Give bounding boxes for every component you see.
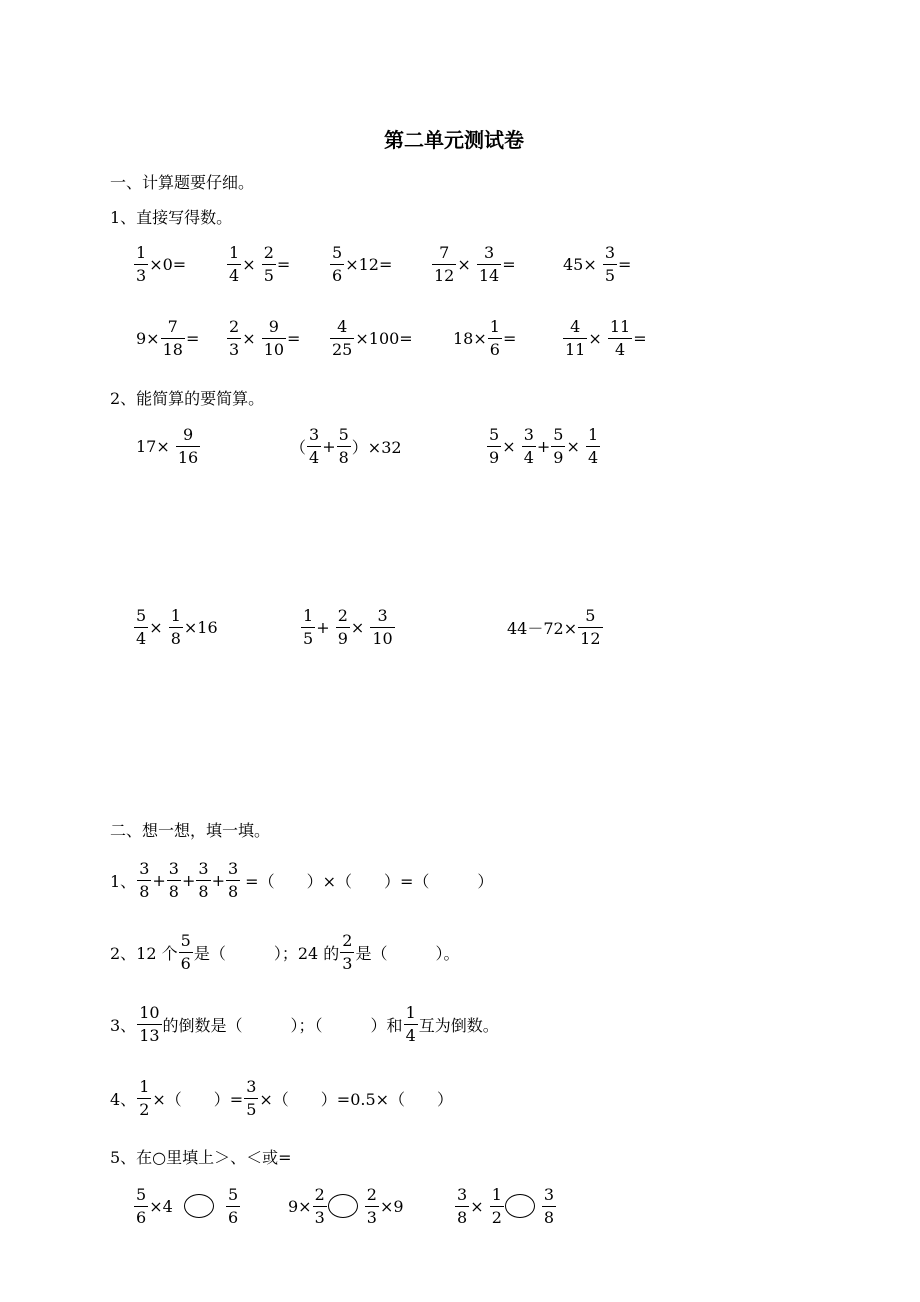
denominator: 4 <box>614 339 626 359</box>
simplify-expr-5 <box>300 607 396 647</box>
numerator: 5 <box>337 426 351 447</box>
denominator: 2 <box>139 1099 150 1119</box>
numerator: 2 <box>365 1186 379 1207</box>
q2-label: 2、能简算的要简算。 <box>110 389 265 408</box>
numerator: 5 <box>134 1186 148 1207</box>
numerator: 1 <box>490 1186 504 1207</box>
fraction <box>563 318 587 358</box>
expression-text: + <box>536 436 551 456</box>
fraction <box>137 1078 151 1118</box>
denominator: 8 <box>198 881 209 901</box>
fraction <box>488 318 502 358</box>
fraction <box>522 426 536 466</box>
denominator: 4 <box>309 447 320 467</box>
numerator: 4 <box>563 318 587 339</box>
denominator: 6 <box>332 265 343 285</box>
numerator: 2 <box>227 318 241 339</box>
fraction <box>365 1186 379 1226</box>
numerator: 2 <box>340 932 354 953</box>
expression-text: 3、 <box>110 1015 137 1035</box>
fraction <box>603 244 617 284</box>
simplify-expr-3 <box>486 426 601 466</box>
numerator: 4 <box>330 318 354 339</box>
denominator: 9 <box>553 447 564 467</box>
expression-text: = <box>276 254 291 274</box>
fill-question-1 <box>110 860 493 900</box>
numerator: 3 <box>137 860 151 881</box>
expression-text: 是（ ）；24 的 <box>193 943 340 963</box>
fraction <box>608 318 632 358</box>
denominator: 6 <box>180 953 191 973</box>
denominator: 4 <box>523 447 534 467</box>
fraction <box>542 1186 556 1226</box>
denominator: 6 <box>489 339 500 359</box>
numerator: 3 <box>603 244 617 265</box>
denominator: 18 <box>162 339 183 359</box>
denominator: 25 <box>332 339 353 359</box>
numerator: 9 <box>262 318 286 339</box>
calc-item-8 <box>329 318 413 358</box>
fraction <box>490 1186 504 1226</box>
fraction <box>262 318 286 358</box>
expression-text: × <box>149 617 163 637</box>
fraction <box>307 426 321 466</box>
fraction <box>227 244 241 284</box>
denominator: 8 <box>168 881 179 901</box>
fraction <box>586 426 600 466</box>
fraction <box>134 1186 148 1226</box>
denominator: 4 <box>405 1025 416 1045</box>
fraction <box>487 426 501 466</box>
expression-text: × <box>350 617 365 637</box>
denominator: 12 <box>434 265 455 285</box>
numerator: 3 <box>196 860 210 881</box>
fraction <box>161 318 185 358</box>
numerator: 3 <box>542 1186 556 1207</box>
numerator: 1 <box>134 244 148 265</box>
denominator: 3 <box>136 265 147 285</box>
fraction <box>432 244 456 284</box>
numerator: 5 <box>551 426 565 447</box>
fraction <box>262 244 276 284</box>
fraction <box>134 607 148 647</box>
expression-text: 的倒数是（ ）；（ ）和 <box>162 1015 403 1035</box>
expression-text: + <box>316 617 330 637</box>
numerator: 1 <box>488 318 502 339</box>
expression-text: ）×32 <box>351 437 402 457</box>
fraction <box>137 860 151 900</box>
numerator: 3 <box>307 426 321 447</box>
expression-text: 4、 <box>110 1089 137 1109</box>
expression-text: 44－72× <box>507 618 578 638</box>
expression-text: 9× <box>288 1196 312 1216</box>
expression-text: = <box>502 254 516 274</box>
expression-text: 17× <box>136 436 170 456</box>
numerator: 1 <box>301 607 315 628</box>
compare-circle[interactable] <box>505 1194 535 1218</box>
expression-text: = <box>502 328 517 348</box>
numerator: 3 <box>477 244 501 265</box>
numerator: 2 <box>262 244 276 265</box>
expression-text: 是（ ）。 <box>355 943 460 963</box>
calc-item-2 <box>226 244 290 284</box>
expression-text: × <box>502 436 516 456</box>
expression-text: = <box>185 328 200 348</box>
fraction <box>340 932 354 972</box>
calc-item-10 <box>562 318 647 358</box>
expression-text: 互为倒数。 <box>418 1015 499 1035</box>
denominator: 2 <box>491 1207 502 1227</box>
compare-circle[interactable] <box>184 1194 214 1218</box>
calc-item-7 <box>226 318 300 358</box>
expression-text: ×0= <box>149 254 187 274</box>
simplify-expr-4 <box>133 607 218 647</box>
denominator: 5 <box>303 628 314 648</box>
fraction <box>578 607 602 647</box>
denominator: 10 <box>263 339 285 359</box>
numerator: 5 <box>179 932 193 953</box>
expression-text: + <box>322 436 336 456</box>
denominator: 8 <box>139 881 150 901</box>
fraction <box>370 607 394 647</box>
numerator: 3 <box>522 426 536 447</box>
numerator: 1 <box>227 244 241 265</box>
denominator: 4 <box>587 447 599 467</box>
expression-text: ×（ ）= <box>152 1089 244 1109</box>
denominator: 14 <box>478 265 500 285</box>
expression-text: 45× <box>563 254 597 274</box>
expression-text: 18× <box>453 328 487 348</box>
fraction <box>330 244 344 284</box>
expression-text: + <box>211 870 225 890</box>
denominator: 8 <box>227 881 239 901</box>
expression-text: （ <box>290 437 307 457</box>
fraction <box>301 607 315 647</box>
fill-question-3 <box>110 1004 499 1044</box>
numerator: 11 <box>608 318 632 339</box>
expression-text: ×12= <box>345 254 393 274</box>
expression-text: × <box>242 254 256 274</box>
denominator: 9 <box>489 447 500 467</box>
expression-text: 1、 <box>110 871 137 891</box>
compare-item-3 <box>454 1186 557 1226</box>
numerator: 3 <box>244 1078 258 1099</box>
expression-text: × <box>242 328 256 348</box>
fraction <box>477 244 501 284</box>
compare-item-2 <box>288 1186 404 1226</box>
simplify-expr-2 <box>290 426 402 466</box>
numerator: 3 <box>226 860 240 881</box>
calc-item-4 <box>431 244 516 284</box>
denominator: 9 <box>337 628 348 648</box>
denominator: 4 <box>136 628 147 648</box>
expression-text: × <box>588 328 602 348</box>
compare-circle[interactable] <box>328 1194 358 1218</box>
q5-label: 5、在○里填上＞、＜或= <box>110 1148 292 1167</box>
fraction <box>227 318 241 358</box>
fraction <box>330 318 354 358</box>
denominator: 6 <box>136 1207 147 1227</box>
calc-item-9 <box>453 318 516 358</box>
fraction <box>226 1186 240 1226</box>
expression-text: ×（ ）=0.5×（ ） <box>259 1089 454 1109</box>
denominator: 8 <box>338 447 349 467</box>
fraction <box>244 1078 258 1118</box>
numerator: 5 <box>578 607 602 628</box>
fraction <box>337 426 351 466</box>
expression-text: + <box>152 870 166 890</box>
denominator: 3 <box>314 1207 325 1227</box>
fraction <box>134 244 148 284</box>
numerator: 1 <box>404 1004 418 1025</box>
denominator: 8 <box>170 628 181 648</box>
q1-label: 1、直接写得数。 <box>110 208 233 227</box>
expression-text: =（ ）×（ ）=（ ） <box>245 871 494 891</box>
expression-text: = <box>287 328 301 348</box>
expression-text: ×100= <box>355 328 413 348</box>
numerator: 7 <box>432 244 456 265</box>
fraction <box>226 860 240 900</box>
numerator: 3 <box>167 860 181 881</box>
numerator: 2 <box>336 607 350 628</box>
expression-text: = <box>618 254 632 274</box>
section2-heading: 二、想一想，填一填。 <box>110 821 271 840</box>
denominator: 10 <box>372 628 393 648</box>
denominator: 5 <box>246 1099 257 1119</box>
numerator: 5 <box>226 1186 240 1207</box>
denominator: 5 <box>263 265 274 285</box>
numerator: 1 <box>169 607 183 628</box>
expression-text: ×16 <box>183 617 218 637</box>
simplify-expr-6 <box>507 607 604 647</box>
fill-question-2 <box>110 932 459 972</box>
fraction <box>313 1186 327 1226</box>
simplify-expr-1 <box>136 426 201 466</box>
numerator: 3 <box>455 1186 469 1207</box>
numerator: 10 <box>137 1004 161 1025</box>
numerator: 1 <box>586 426 600 447</box>
expression-text: ×4 <box>149 1196 173 1216</box>
denominator: 3 <box>342 953 353 973</box>
numerator: 9 <box>176 426 200 447</box>
expression-text: + <box>181 870 196 890</box>
fraction <box>137 1004 161 1044</box>
denominator: 16 <box>177 447 199 467</box>
calc-item-3 <box>329 244 392 284</box>
fraction <box>551 426 565 466</box>
expression-text: 9× <box>136 328 160 348</box>
denominator: 6 <box>227 1207 239 1227</box>
fill-question-4 <box>110 1078 453 1118</box>
denominator: 5 <box>604 265 616 285</box>
compare-item-1 <box>133 1186 241 1226</box>
numerator: 3 <box>370 607 394 628</box>
denominator: 13 <box>139 1025 160 1045</box>
numerator: 5 <box>487 426 501 447</box>
denominator: 3 <box>229 339 240 359</box>
expression-text: × <box>470 1196 484 1216</box>
expression-text: 2、12 个 <box>110 943 178 963</box>
denominator: 4 <box>229 265 240 285</box>
numerator: 1 <box>137 1078 151 1099</box>
calc-item-5 <box>563 244 631 284</box>
numerator: 5 <box>330 244 344 265</box>
numerator: 7 <box>161 318 185 339</box>
numerator: 2 <box>313 1186 327 1207</box>
numerator: 5 <box>134 607 148 628</box>
fraction <box>404 1004 418 1044</box>
expression-text: × <box>457 254 471 274</box>
denominator: 12 <box>580 628 601 648</box>
expression-text: = <box>633 328 647 348</box>
fraction <box>196 860 210 900</box>
fraction <box>455 1186 469 1226</box>
fraction <box>169 607 183 647</box>
denominator: 11 <box>565 339 586 359</box>
calc-item-6 <box>136 318 199 358</box>
fraction <box>336 607 350 647</box>
fraction <box>167 860 181 900</box>
denominator: 8 <box>543 1207 555 1227</box>
calc-item-1 <box>133 244 186 284</box>
denominator: 3 <box>366 1207 377 1227</box>
fraction <box>176 426 200 466</box>
expression-text: ×9 <box>379 1196 404 1216</box>
page-title: 第二单元测试卷 <box>384 128 524 152</box>
expression-text: × <box>566 436 580 456</box>
fraction <box>179 932 193 972</box>
denominator: 8 <box>457 1207 468 1227</box>
section1-heading: 一、计算题要仔细。 <box>110 173 255 192</box>
